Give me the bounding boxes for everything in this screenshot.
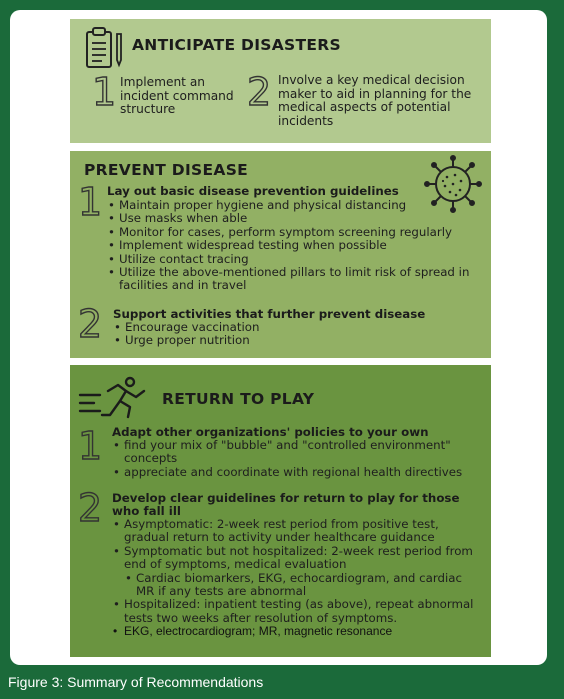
list-item: • Symptomatic but not hospitalized: 2-week rest period from end of symptoms, medical evaluation [112, 545, 484, 572]
running-person-icon [78, 375, 150, 421]
list-item: • Urge proper nutrition [113, 334, 473, 347]
list-item: • Cardiac biomarkers, EKG, echocardiogram, and cardiac MR if any tests are abnormal [112, 572, 484, 599]
list-item: • Hospitalized: inpatient testing (as above), repeat abnormal tests two weeks after resolution of symptoms. [112, 598, 484, 625]
return-section-1-heading: Adapt other organizations' policies to your own [112, 425, 429, 439]
list-item: • Utilize the above-mentioned pillars to limit risk of spread in facilities and in travel [107, 266, 477, 293]
prevent-section-1-list [107, 199, 477, 293]
abbreviations-note: • EKG, electrocardiogram; MR, magnetic resonance [112, 625, 484, 638]
return-title: RETURN TO PLAY [162, 390, 315, 408]
return-number-1: 1 [78, 424, 103, 468]
anticipate-title: ANTICIPATE DISASTERS [132, 36, 341, 54]
figure-caption: Figure 3: Summary of Recommendations [8, 674, 264, 690]
list-item: • appreciate and coordinate with regional health directives [112, 466, 482, 479]
prevent-section-2-heading: Support activities that further prevent disease [113, 307, 426, 321]
prevent-panel [70, 151, 491, 358]
list-item: • Asymptomatic: 2-week rest period from positive test, gradual return to activity under healthcare guidance [112, 518, 484, 545]
anticipate-number-1: 1 [92, 70, 117, 114]
return-section-2-heading: Develop clear guidelines for return to play for those who fall ill [112, 491, 460, 518]
prevent-number-1: 1 [78, 180, 103, 224]
list-item: • Maintain proper hygiene and physical distancing [107, 199, 477, 212]
list-item: • Use masks when able [107, 212, 477, 225]
return-panel [70, 365, 491, 657]
anticipate-item-1: Implement an incident command structure [120, 75, 234, 116]
clipboard-icon [84, 26, 124, 70]
list-item: • Monitor for cases, perform symptom screening regularly [107, 226, 477, 239]
return-section-1-list [112, 439, 482, 479]
prevent-section-2-list [113, 321, 473, 348]
list-item: • Encourage vaccination [113, 321, 473, 334]
return-number-2: 2 [78, 486, 103, 530]
anticipate-item-2: Involve a key medical decision maker to aid in planning for the medical aspects of potential incidents [278, 73, 472, 128]
list-item: • find your mix of "bubble" and "controlled environment" concepts [112, 439, 482, 466]
anticipate-panel [70, 19, 491, 143]
return-section-2-list [112, 518, 484, 639]
anticipate-number-2: 2 [247, 70, 272, 114]
list-item: • Implement widespread testing when possible [107, 239, 477, 252]
prevent-section-1-heading: Lay out basic disease prevention guidelines [107, 184, 399, 198]
list-item: • Utilize contact tracing [107, 253, 477, 266]
prevent-number-2: 2 [78, 302, 103, 346]
prevent-title: PREVENT DISEASE [84, 161, 249, 179]
